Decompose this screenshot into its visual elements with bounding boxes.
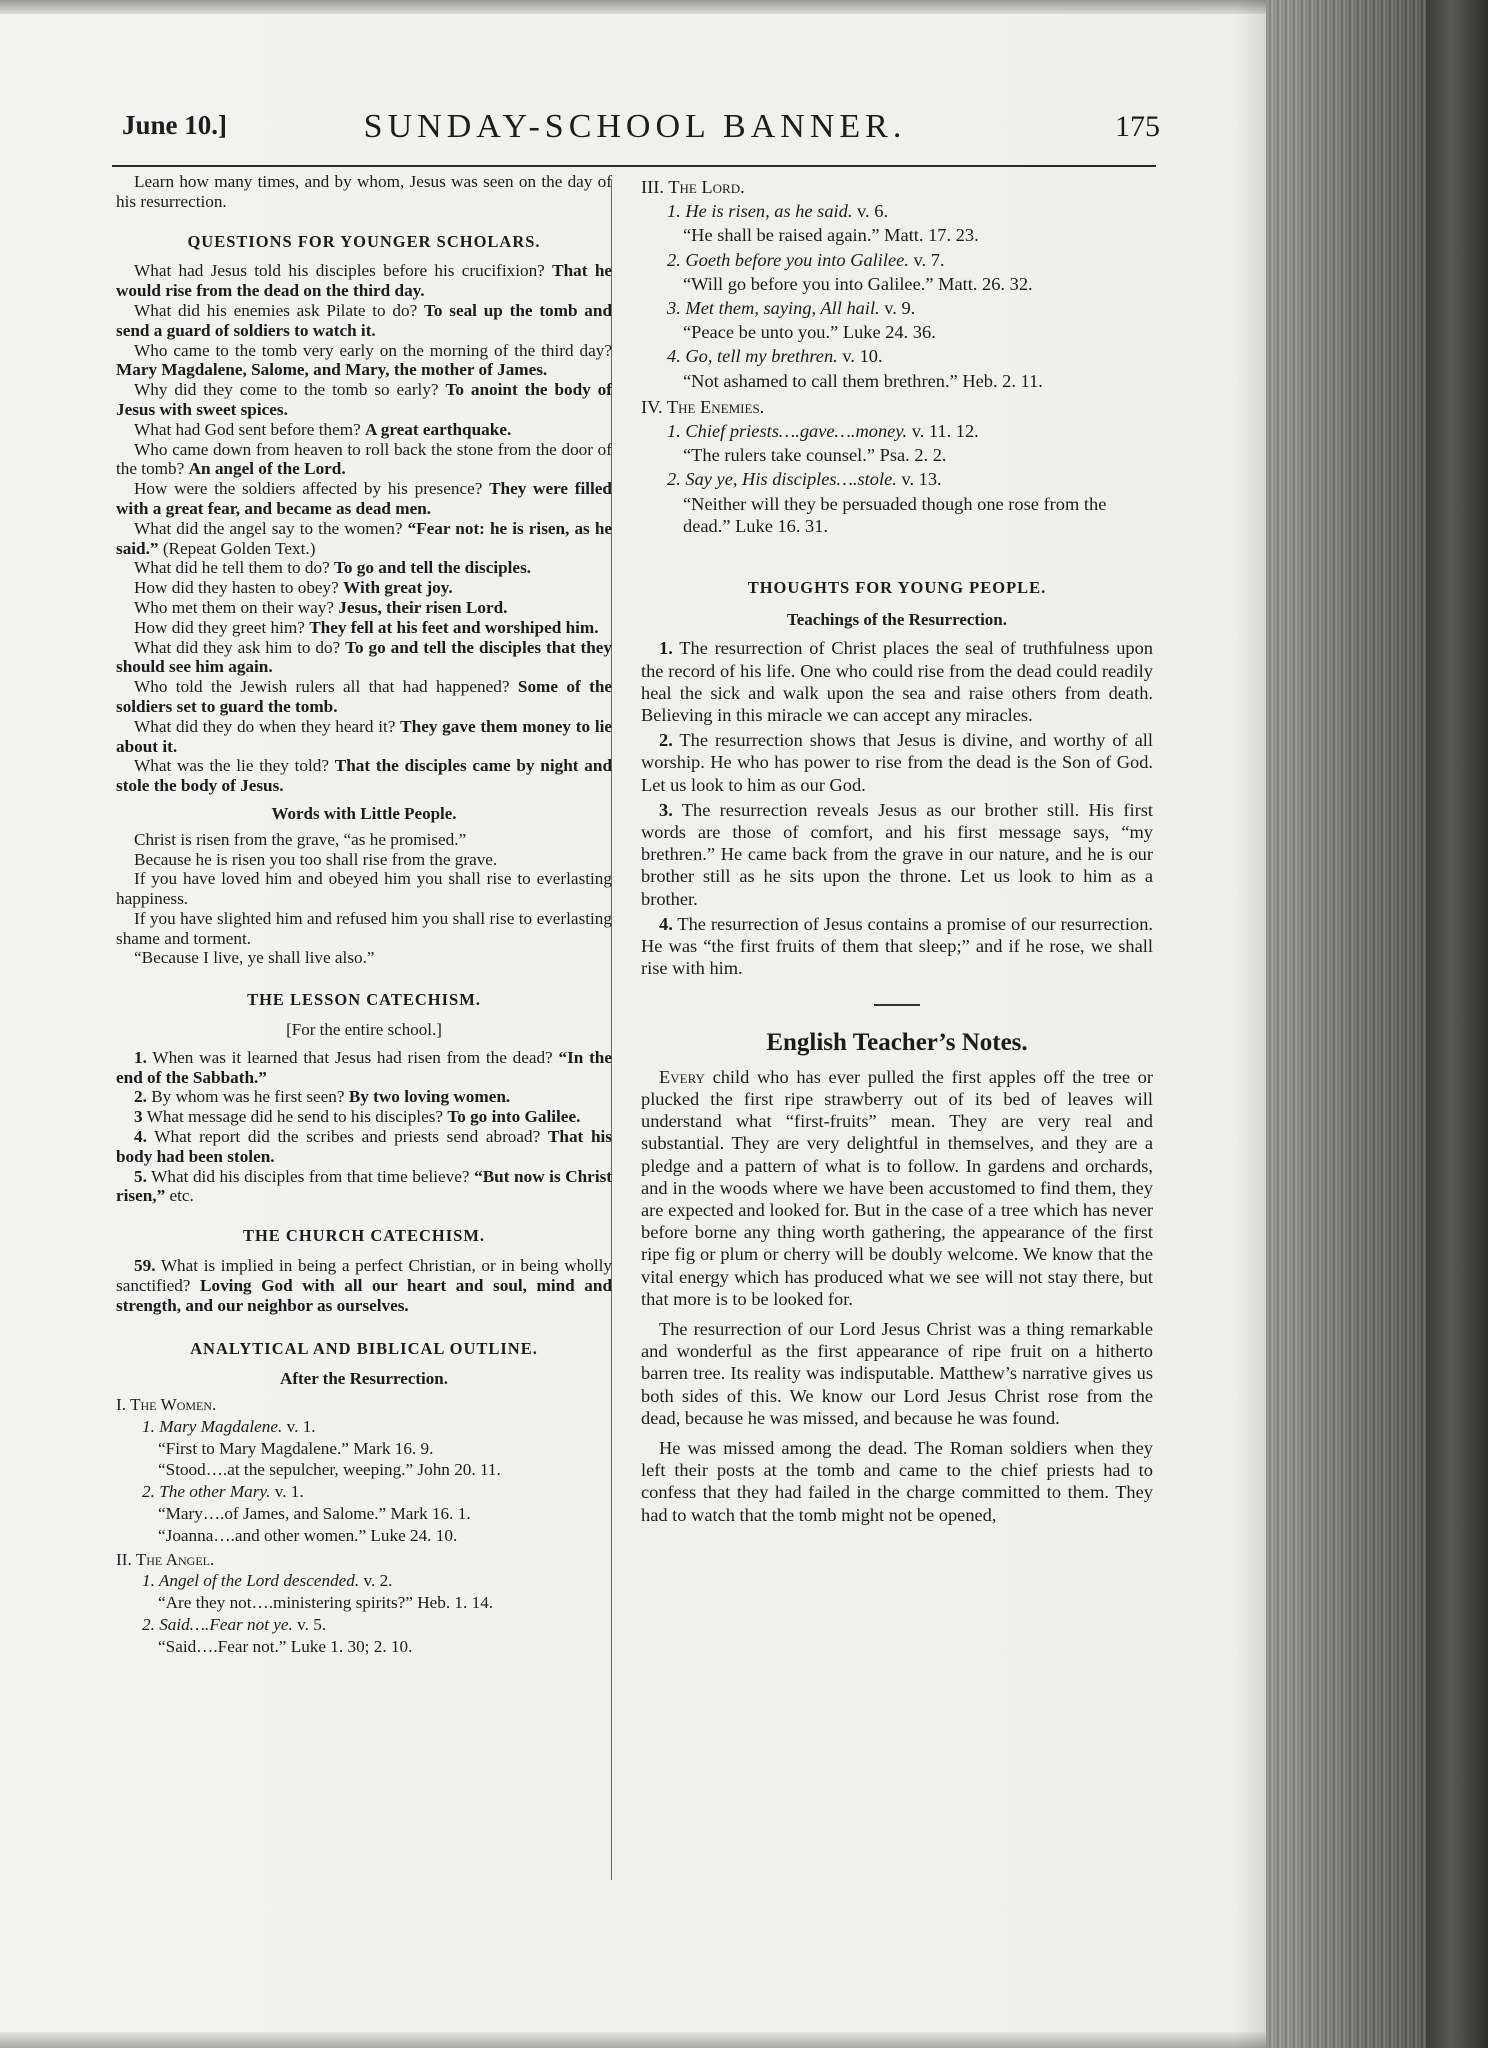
- outline-reference: “First to Mary Magdalene.” Mark 16. 9.: [158, 1438, 434, 1458]
- outline-item: 1. Mary Magdalene. v. 1.: [142, 1416, 316, 1436]
- notes-paragraph: The resurrection of our Lord Jesus Christ was a thing remarkable and wonderful as the first appearance of ripe fruit on a hitherto barren tree. Its reality was indisputable. Matthew’s narrative gives us both sides of this. We know our Lord Jesus Christ rose from the dead, because he was missed, and because he was found.: [641, 1318, 1153, 1428]
- thought-item: [641, 913, 1153, 980]
- questions-heading: QUESTIONS FOR YOUNGER SCHOLARS.: [187, 231, 541, 251]
- answer-text: They were filled with a great fear, and became as dead men.: [116, 479, 612, 518]
- outline-item: 2. Say ye, His disciples….stole. v. 13.: [667, 469, 942, 490]
- catechism-question: What report did the scribes and priests send abroad?: [154, 1127, 541, 1147]
- outline-item: 4. Go, tell my brethren. v. 10.: [667, 346, 883, 367]
- header-title: SUNDAY-SCHOOL BANNER.: [363, 108, 907, 145]
- answer-text: To seal up the tomb and send a guard of soldiers to watch it.: [116, 300, 612, 340]
- question-text: What did they do when they heard it?: [134, 716, 396, 736]
- church-catechism-heading: THE CHURCH CATECHISM.: [242, 1226, 486, 1246]
- answer-text: They gave them money to lie about it.: [116, 716, 613, 756]
- outline-reference: “Joanna….and other women.” Luke 24. 10.: [158, 1525, 458, 1545]
- outline-section-title: IV. The Enemies.: [641, 396, 765, 417]
- question-item: [116, 341, 612, 381]
- thought-text: The resurrection shows that Jesus is divine, and worthy of all worship. He who has power to rise from the dead is the Son of God. Let us look to him as our God.: [641, 730, 1153, 795]
- answer-text: Jesus, their risen Lord.: [338, 597, 508, 617]
- thought-item: [641, 799, 1153, 910]
- little-people-list: [116, 830, 612, 969]
- catechism-answer: “In the end of the Sabbath.”: [116, 1047, 612, 1087]
- notes-heading: English Teacher’s Notes.: [766, 1028, 1028, 1056]
- little-people-line: If you have loved him and obeyed him you shall rise to everlasting happiness.: [116, 869, 612, 909]
- question-item: [116, 717, 612, 757]
- little-people-line: If you have slighted him and refused him you shall rise to everlasting shame and torment.: [116, 908, 612, 948]
- question-item: [116, 420, 612, 440]
- thought-item: [641, 729, 1153, 796]
- catechism-item: [116, 1127, 612, 1167]
- header-rule: [112, 165, 1156, 167]
- answer-note: (Repeat Golden Text.): [162, 538, 316, 558]
- outline-reference: “Peace be unto you.” Luke 24. 36.: [683, 322, 936, 343]
- header-date: June 10.]: [122, 110, 228, 140]
- intro-text: Learn how many times, and by whom, Jesus was seen on the day of his resurrection.: [116, 172, 612, 211]
- catechism-answer: “But now is Christ risen,”: [116, 1166, 613, 1206]
- lesson-catechism-heading: THE LESSON CATECHISM.: [247, 990, 481, 1010]
- outline-reference: “Said….Fear not.” Luke 1. 30; 2. 10.: [158, 1636, 413, 1656]
- catechism-answer: By two loving women.: [348, 1087, 511, 1107]
- church-catechism-item: 59. What is implied in being a perfect Christian, or in being wholly sanctified? Loving God with all our heart and soul, mind and strength, and our neighbor as ourselves.: [116, 1256, 613, 1315]
- question-text: How did they hasten to obey?: [134, 578, 339, 598]
- catechism-item: [116, 1087, 612, 1107]
- question-text: What was the lie they told?: [134, 756, 329, 776]
- lesson-catechism-subheading: [For the entire school.]: [286, 1020, 442, 1040]
- question-text: Who came to the tomb very early on the morning of the third day?: [134, 340, 612, 360]
- outline-item: 1. Angel of the Lord descended. v. 2.: [142, 1571, 393, 1591]
- answer-text: Mary Magdalene, Salome, and Mary, the mother of James.: [116, 360, 548, 380]
- question-text: Who told the Jewish rulers all that had happened?: [134, 677, 510, 697]
- question-item: [116, 677, 612, 717]
- outline-reference: “Stood….at the sepulcher, weeping.” John 20. 11.: [158, 1460, 501, 1480]
- thought-number: 2.: [659, 730, 673, 751]
- catechism-item: [116, 1048, 612, 1088]
- running-header: [110, 108, 1160, 158]
- gutter-shadow: [1236, 0, 1266, 2048]
- outline-heading: ANALYTICAL AND BIBLICAL OUTLINE.: [190, 1339, 538, 1359]
- notes-paragraph: Every child who has ever pulled the first apples off the tree or plucked the first ripe strawberry out of its bed of leaves will understand what “first-fruits” mean. They are very real and substantial. They are very delightful in themselves, and they are a pledge and a pattern of what is to follow. In gardens and orchards, and in the woods where we have been accustomed to find them, they are expected and looked for. But in the case of a tree which has never before borne any thing worth gathering, the appearance of the first ripe fig or plum or cherry will be doubly welcome. We know that the vital energy which has produced what we see will not stay there, but that more is to be looked for.: [641, 1066, 1153, 1309]
- outline-reference: “Mary….of James, and Salome.” Mark 16. 1.: [158, 1504, 471, 1524]
- outline-section-women: [116, 1395, 612, 1546]
- catechism-number: 4.: [134, 1127, 147, 1147]
- thought-number: 1.: [659, 638, 673, 659]
- questions-list: [116, 261, 612, 796]
- outline-item: 2. Said….Fear not ye. v. 5.: [142, 1615, 327, 1634]
- question-text: What did they ask him to do?: [134, 637, 341, 657]
- question-text: What did he tell them to do?: [134, 558, 330, 578]
- outline-reference: “The rulers take counsel.” Psa. 2. 2.: [683, 445, 947, 466]
- outline-reference: “Neither will they be persuaded though one rose from the dead.” Luke 16. 31.: [683, 493, 1107, 536]
- little-people-line: Christ is risen from the grave, “as he promised.”: [134, 829, 467, 849]
- thought-number: 3.: [659, 799, 673, 820]
- outline-reference: “Are they not….ministering spirits?” Heb. 1. 14.: [158, 1593, 494, 1613]
- question-text: What did the angel say to the women?: [134, 518, 403, 538]
- outline-section-title: II. The Angel.: [116, 1549, 215, 1569]
- thoughts-heading: THOUGHTS FOR YOUNG PEOPLE.: [747, 578, 1047, 598]
- question-item: [116, 261, 612, 301]
- right-column: [641, 172, 1153, 1534]
- answer-text: That the disciples came by night and stole the body of Jesus.: [116, 756, 613, 796]
- section-divider: [874, 1004, 920, 1006]
- question-text: What had God sent before them?: [134, 419, 361, 439]
- outline-section-title: I. The Women.: [116, 1395, 217, 1415]
- question-text: Who met them on their way?: [134, 597, 334, 617]
- teachers-notes: [641, 1066, 1153, 1526]
- outline-section-title: III. The Lord.: [641, 177, 745, 197]
- outline-reference: “Not ashamed to call them brethren.” Heb. 2. 11.: [683, 370, 1043, 391]
- question-text: Why did they come to the tomb so early?: [134, 380, 439, 400]
- answer-text: An angel of the Lord.: [188, 459, 346, 479]
- little-people-line: “Because I live, ye shall live also.”: [134, 948, 375, 968]
- answer-text: They fell at his feet and worshiped him.: [309, 617, 599, 637]
- catechism-question: What message did he send to his disciples?: [146, 1107, 444, 1127]
- catechism-item: [116, 1107, 612, 1127]
- outline-reference: “He shall be raised again.” Matt. 17. 23.: [683, 225, 979, 246]
- thought-text: The resurrection of Christ places the seal of truthfulness upon the record of his life. One who could rise from the dead could readily heal the sick and walk upon the sea and raise others from death. Believing in this miracle we can accept any miracles.: [641, 638, 1154, 726]
- lesson-catechism-list: [116, 1048, 612, 1206]
- outline-item: 3. Met them, saying, All hail. v. 9.: [667, 298, 916, 319]
- outline-section-lord: [641, 176, 1153, 392]
- question-text: How did they greet him?: [134, 617, 305, 637]
- question-item: [116, 598, 612, 618]
- answer-text: With great joy.: [343, 578, 453, 598]
- little-people-line: Because he is risen you too shall rise from the grave.: [134, 849, 498, 869]
- outline-section-angel: [116, 1550, 612, 1657]
- outline-subheading: After the Resurrection.: [280, 1369, 448, 1389]
- outline-reference: “Will go before you into Galilee.” Matt. 26. 32.: [683, 273, 1033, 294]
- question-item: [116, 578, 612, 598]
- thought-item: [641, 637, 1153, 726]
- answer-text: To go and tell the disciples that they should see him again.: [116, 637, 613, 677]
- catechism-number: 3: [134, 1107, 143, 1127]
- catechism-question: By whom was he first seen?: [151, 1087, 345, 1107]
- question-text: What did his enemies ask Pilate to do?: [134, 300, 418, 320]
- question-item: [116, 440, 612, 480]
- outline-item: 1. He is risen, as he said. v. 6.: [667, 201, 889, 222]
- question-item: [116, 618, 612, 638]
- answer-text: To anoint the body of Jesus with sweet spices.: [116, 380, 612, 419]
- question-item: [116, 638, 612, 678]
- outline-section-enemies: [641, 396, 1153, 537]
- answer-text: Some of the soldiers set to guard the tomb.: [116, 677, 613, 716]
- question-text: How were the soldiers affected by his presence?: [134, 479, 483, 499]
- catechism-item: [116, 1167, 612, 1207]
- catechism-number: 1.: [134, 1047, 147, 1067]
- outline-item: 2. Goeth before you into Galilee. v. 7.: [667, 249, 945, 270]
- catechism-question: What did his disciples from that time believe?: [151, 1166, 470, 1186]
- question-item: [116, 380, 612, 420]
- notes-paragraph: He was missed among the dead. The Roman soldiers when they left their posts at the tomb and came to the chief priests had to confess that they had failed in the charge committed to them. They had to watch that the tomb might not be opened,: [641, 1437, 1153, 1525]
- book-page-edges: [1266, 0, 1426, 2048]
- thoughts-subheading: Teachings of the Resurrection.: [786, 610, 1008, 630]
- answer-text: That he would rise from the dead on the third day.: [116, 261, 613, 301]
- thought-text: The resurrection of Jesus contains a promise of our resurrection. He was “the first fruits of them that sleep;” and if he rose, we shall rise with him.: [641, 913, 1153, 979]
- answer-text: To go and tell the disciples.: [334, 558, 532, 578]
- question-item: [116, 479, 612, 519]
- question-text: Who came down from heaven to roll back the stone from the door of the tomb?: [116, 439, 612, 479]
- left-column: [116, 172, 612, 1659]
- question-text: What had Jesus told his disciples before his crucifixion?: [134, 261, 545, 281]
- question-item: [116, 558, 612, 578]
- little-people-heading: Words with Little People.: [271, 803, 457, 823]
- catechism-question: When was it learned that Jesus had risen from the dead?: [152, 1047, 553, 1067]
- book-cover-edge: [1426, 0, 1488, 2048]
- thought-number: 4.: [659, 913, 673, 934]
- catechism-number: 5.: [134, 1166, 147, 1186]
- thoughts-list: [641, 637, 1153, 979]
- outline-item: 1. Chief priests….gave….money. v. 11. 12.: [667, 421, 979, 442]
- question-item: [116, 301, 612, 341]
- catechism-note: etc.: [169, 1186, 194, 1206]
- catechism-answer: That his body had been stolen.: [116, 1127, 612, 1166]
- question-item: [116, 756, 612, 796]
- question-item: [116, 519, 612, 559]
- catechism-answer: To go into Galilee.: [447, 1107, 581, 1127]
- catechism-number: 2.: [134, 1087, 147, 1107]
- page-number: 175: [1115, 110, 1160, 143]
- answer-text: A great earthquake.: [365, 419, 512, 439]
- thought-text: The resurrection reveals Jesus as our brother still. His first words are those of comfort, and his first message says, “my brethren.” He came back from the grave in our nature, and he is our brother still as he sits upon the throne. Let us look to him as a brother.: [641, 799, 1153, 909]
- answer-text: “Fear not: he is risen, as he said.”: [116, 518, 613, 558]
- outline-item: 2. The other Mary. v. 1.: [142, 1482, 304, 1502]
